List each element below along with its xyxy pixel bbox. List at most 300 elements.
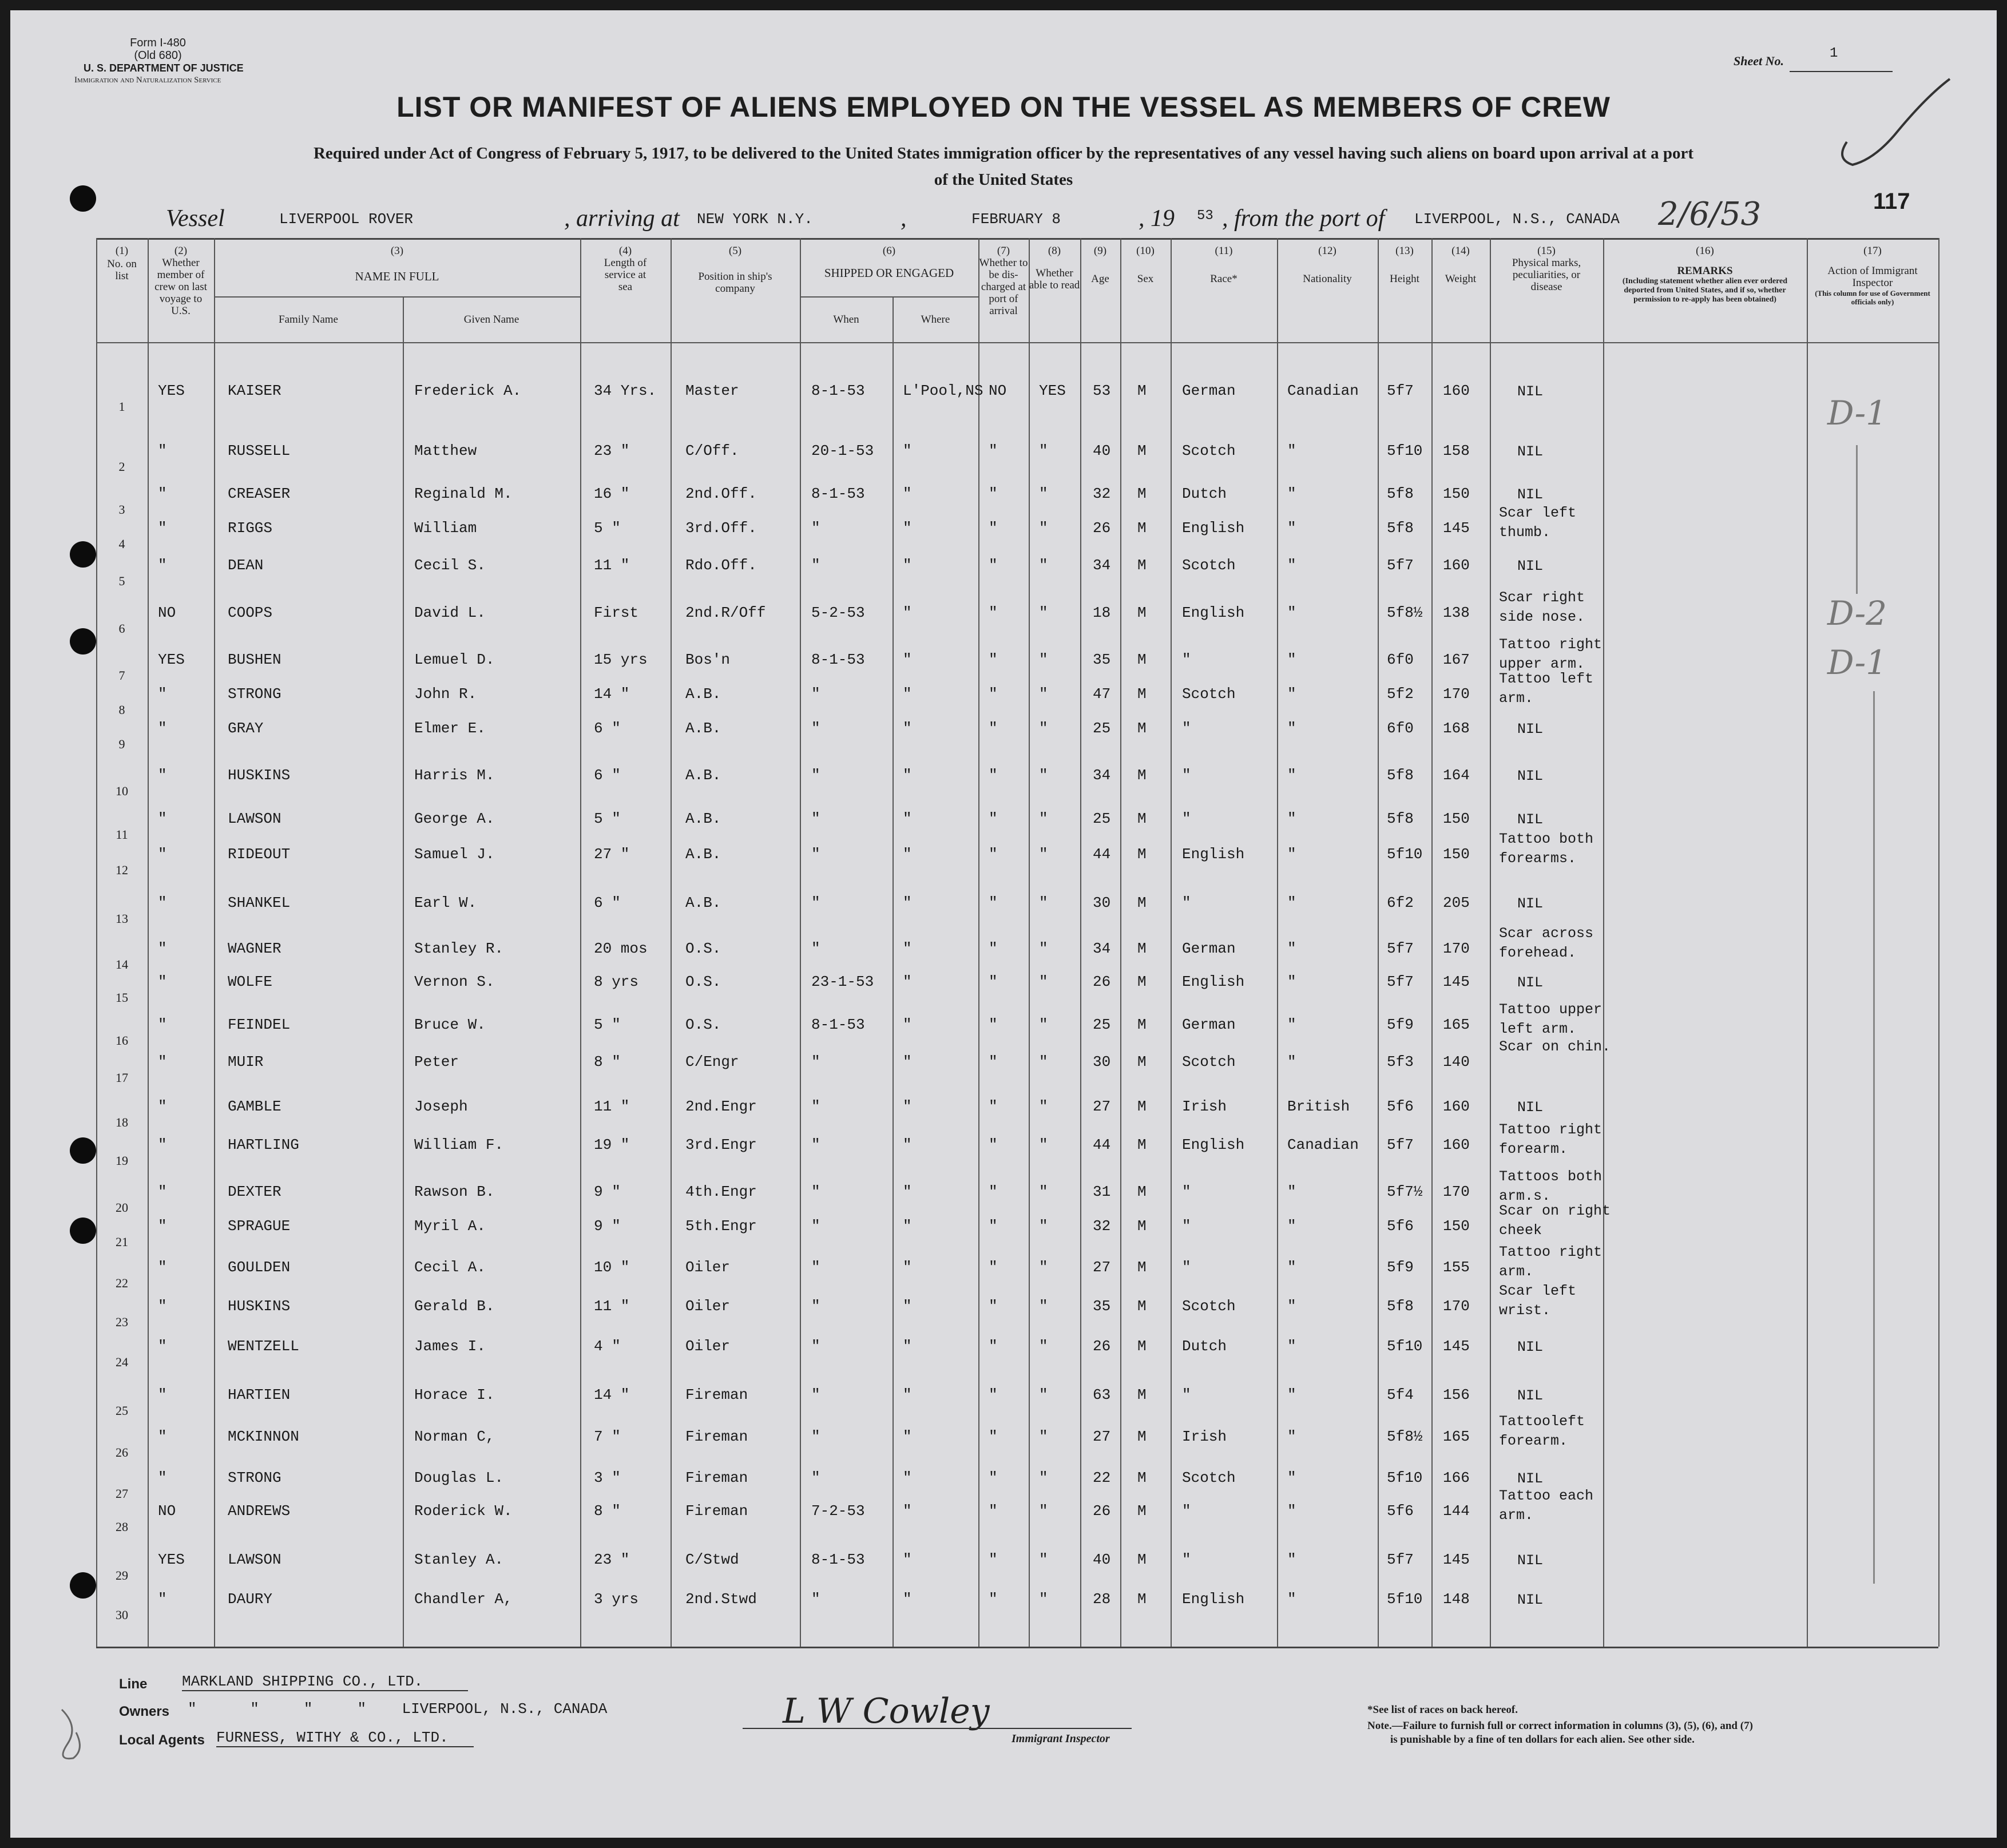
cell-nat: " [1287,973,1296,990]
cell-height: 5f10 [1387,1338,1423,1355]
cell-sex: M [1137,604,1147,621]
page-stamp: 117 [1873,189,1910,214]
cell-position: Bos'n [685,651,731,668]
cell-service: 16 " [594,485,630,502]
cell-given: Joseph [414,1098,468,1115]
cell-read: " [1039,810,1048,827]
races-note: *See list of races on back hereof. [1367,1704,1518,1716]
cell-disch: " [989,810,998,827]
cell-marks: NIL [1517,811,1544,828]
cell-last: " [158,442,167,459]
cell-position: Master [685,382,739,399]
cell-family: HARTLING [228,1136,299,1153]
cell-position: Fireman [685,1502,748,1520]
comma-sep: , [901,205,907,232]
cell-service: 14 " [594,1386,630,1403]
cell-read: " [1039,1053,1048,1070]
cell-sex: M [1137,767,1147,784]
cell-service: 6 " [594,767,621,784]
cell-given: Cecil A. [414,1259,486,1276]
cell-read: " [1039,1551,1048,1568]
cell-where: " [903,1502,912,1520]
cell-height: 5f8 [1387,767,1414,784]
cell-when: " [811,1428,820,1445]
cell-disch: " [989,1183,998,1200]
cell-last: " [158,1298,167,1315]
cell-age: 26 [1093,973,1111,990]
cell-marks: NIL [1517,1387,1544,1404]
cell-where: " [903,1016,912,1033]
row-number: 20 [116,1200,128,1215]
cell-weight: 145 [1443,1551,1470,1568]
cell-position: Rdo.Off. [685,557,757,574]
cell-nat: " [1287,442,1296,459]
from-label: , from the port of [1222,205,1385,232]
cell-sex: M [1137,1591,1147,1608]
cell-last: " [158,1098,167,1115]
agents-value: FURNESS, WITHY & CO., LTD. [216,1729,474,1747]
cell-age: 34 [1093,557,1111,574]
cell-service: First [594,604,639,621]
cell-given: Peter [414,1053,459,1070]
cell-when: " [811,846,820,863]
cell-last: " [158,810,167,827]
cell-service: 34 Yrs. [594,382,657,399]
cell-service: 9 " [594,1183,621,1200]
cell-nat: British [1287,1098,1350,1115]
cell-disch: " [989,846,998,863]
cell-disch: " [989,1551,998,1568]
cell-race: Dutch [1182,485,1227,502]
col-header-sex: (10) Sex [1136,245,1155,285]
cell-when: 5-2-53 [811,604,865,621]
col-header-family-name: Family Name [279,314,338,326]
row-number: 29 [116,1568,128,1583]
cell-nat: " [1287,604,1296,621]
cell-service: 11 " [594,557,630,574]
cell-family: DEXTER [228,1183,281,1200]
cell-sex: M [1137,1218,1147,1235]
cell-age: 27 [1093,1428,1111,1445]
cell-height: 5f9 [1387,1016,1414,1033]
cell-where: " [903,1591,912,1608]
cell-when: " [811,1218,820,1235]
cell-given: William [414,519,477,537]
cell-nat: " [1287,1218,1296,1235]
cell-weight: 165 [1443,1016,1470,1033]
cell-position: A.B. [685,685,721,703]
cell-read: " [1039,604,1048,621]
cell-last: " [158,519,167,537]
cell-service: 20 mos [594,940,648,957]
cell-where: L'Pool,NS [903,382,983,399]
cell-marks: NIL [1517,486,1544,503]
cell-family: FEINDEL [228,1016,291,1033]
cell-service: 3 yrs [594,1591,639,1608]
cell-read: " [1039,894,1048,911]
col-header-position: (5) Position in ship's company [698,245,772,295]
cell-nat: Canadian [1287,382,1359,399]
cell-nat: " [1287,1428,1296,1445]
punch-hole [70,1218,96,1244]
cell-position: Fireman [685,1428,748,1445]
cell-service: 23 " [594,442,630,459]
cell-given: Myril A. [414,1218,486,1235]
cell-given: Roderick W. [414,1502,513,1520]
agents-label: Local Agents [119,1732,205,1748]
cell-disch: " [989,894,998,911]
cell-read: " [1039,685,1048,703]
cell-last: " [158,1053,167,1070]
cell-last: YES [158,382,185,399]
cell-position: C/Stwd [685,1551,739,1568]
cell-family: LAWSON [228,1551,281,1568]
cell-given: Elmer E. [414,720,486,737]
cell-position: 4th.Engr [685,1183,757,1200]
cell-position: A.B. [685,767,721,784]
cell-where: " [903,973,912,990]
cell-sex: M [1137,1053,1147,1070]
action-bracket-line-long [1873,691,1875,1584]
cell-service: 4 " [594,1338,621,1355]
cell-weight: 150 [1443,846,1470,863]
cell-where: " [903,1136,912,1153]
cell-age: 30 [1093,1053,1111,1070]
cell-marks: Tattooleft forearm. [1499,1413,1585,1449]
cell-service: 9 " [594,1218,621,1235]
manifest-sheet [10,10,1997,1838]
cell-nat: " [1287,1259,1296,1276]
cell-race: English [1182,973,1245,990]
cell-position: O.S. [685,973,721,990]
cell-family: HARTIEN [228,1386,291,1403]
cell-race: " [1182,1502,1191,1520]
cell-where: " [903,894,912,911]
cell-family: MUIR [228,1053,264,1070]
pencil-mark-icon [50,1704,90,1767]
cell-sex: M [1137,1502,1147,1520]
cell-age: 32 [1093,1218,1111,1235]
cell-position: 5th.Engr [685,1218,757,1235]
cell-last: " [158,940,167,957]
cell-family: RUSSELL [228,442,291,459]
cell-family: ANDREWS [228,1502,291,1520]
cell-race: " [1182,720,1191,737]
col-header-remarks: (16) REMARKS (Including statement whether alien ever ordered deported from United States, and if so, whether permission to re-apply has been obtained) [1622,245,1788,304]
row-number: 13 [116,911,128,926]
cell-age: 26 [1093,1338,1111,1355]
col-header-when: When [833,314,859,326]
cell-disch: " [989,1053,998,1070]
cell-race: Irish [1182,1428,1227,1445]
cell-family: GAMBLE [228,1098,281,1115]
cell-where: " [903,1218,912,1235]
cell-where: " [903,1469,912,1486]
cell-marks: NIL [1517,895,1544,912]
cell-where: " [903,604,912,621]
cell-height: 5f6 [1387,1218,1414,1235]
cell-read: " [1039,1098,1048,1115]
penalty-note-2: is punishable by a fine of ten dollars for each alien. See other side. [1390,1734,1695,1746]
cell-read: " [1039,1428,1048,1445]
cell-sex: M [1137,810,1147,827]
sheet-label: Sheet No. [1734,54,1784,68]
cell-when: 20-1-53 [811,442,874,459]
origin-port: LIVERPOOL, N.S., CANADA [1414,211,1620,228]
action-bracket-line [1856,445,1858,594]
cell-disch: " [989,1298,998,1315]
cell-given: James I. [414,1338,486,1355]
cell-where: " [903,1053,912,1070]
cell-sex: M [1137,1386,1147,1403]
cell-read: " [1039,1502,1048,1520]
cell-nat: " [1287,519,1296,537]
row-number: 8 [118,703,125,717]
table-top-border [96,238,1938,240]
cell-when: " [811,1136,820,1153]
cell-position: O.S. [685,1016,721,1033]
cell-disch: " [989,1591,998,1608]
cell-last: " [158,1218,167,1235]
cell-last: YES [158,1551,185,1568]
cell-nat: " [1287,651,1296,668]
cell-height: 5f10 [1387,1469,1423,1486]
row-number: 18 [116,1115,128,1129]
cell-height: 5f7½ [1387,1183,1423,1200]
cell-marks: NIL [1517,1470,1544,1487]
cell-service: 8 yrs [594,973,639,990]
cell-last: " [158,1016,167,1033]
cell-when: " [811,557,820,574]
cell-height: 5f8 [1387,810,1414,827]
cell-sex: M [1137,894,1147,911]
sheet-number-line [1790,58,1893,72]
cell-nat: " [1287,1298,1296,1315]
cell-nat: " [1287,485,1296,502]
cell-race: Scotch [1182,557,1236,574]
col-header-height: (13) Height [1390,245,1419,285]
cell-sex: M [1137,720,1147,737]
cell-position: A.B. [685,720,721,737]
cell-sex: M [1137,442,1147,459]
cell-disch: NO [989,382,1007,399]
cell-when: " [811,1053,820,1070]
cell-marks: Tattoo left arm. [1499,671,1594,707]
cell-last: " [158,1136,167,1153]
cell-service: 5 " [594,810,621,827]
cell-service: 19 " [594,1136,630,1153]
cell-height: 5f7 [1387,557,1414,574]
cell-height: 6f0 [1387,651,1414,668]
cell-disch: " [989,1386,998,1403]
cell-service: 11 " [594,1298,630,1315]
cell-weight: 167 [1443,651,1470,668]
col-header-name: (3) NAME IN FULL [355,245,439,283]
cell-race: German [1182,1016,1236,1033]
cell-service: 6 " [594,894,621,911]
cell-where: " [903,940,912,957]
cell-when: " [811,1259,820,1276]
cell-weight: 150 [1443,810,1470,827]
cell-disch: " [989,973,998,990]
punch-hole [70,628,96,655]
cell-last: " [158,557,167,574]
cell-nat: " [1287,767,1296,784]
cell-race: " [1182,810,1191,827]
cell-given: Vernon S. [414,973,495,990]
line-label: Line [119,1676,148,1692]
cell-when: " [811,1338,820,1355]
cell-position: Oiler [685,1259,731,1276]
cell-race: " [1182,1259,1191,1276]
cell-service: 5 " [594,519,621,537]
row-number: 9 [118,737,125,751]
cell-age: 25 [1093,720,1111,737]
cell-position: 2nd.Engr [685,1098,757,1115]
cell-family: HUSKINS [228,1298,291,1315]
cell-position: 2nd.R/Off [685,604,766,621]
col-header-given-name: Given Name [463,314,519,326]
cell-nat: " [1287,557,1296,574]
cell-read: " [1039,846,1048,863]
cell-weight: 145 [1443,973,1470,990]
cell-race: German [1182,382,1236,399]
row-number: 16 [116,1033,128,1048]
cell-marks: Tattoo each arm. [1499,1488,1594,1524]
cell-age: 34 [1093,940,1111,957]
cell-read: " [1039,651,1048,668]
cell-where: " [903,557,912,574]
cell-height: 6f0 [1387,720,1414,737]
cell-family: WAGNER [228,940,281,957]
cell-family: COOPS [228,604,273,621]
cell-family: RIDEOUT [228,846,291,863]
cell-age: 27 [1093,1098,1111,1115]
department-name: U. S. DEPARTMENT OF JUSTICE [84,62,244,74]
cell-where: " [903,1428,912,1445]
cell-family: HUSKINS [228,767,291,784]
cell-when: 8-1-53 [811,485,865,502]
cell-when: " [811,1098,820,1115]
cell-weight: 170 [1443,1183,1470,1200]
cell-where: " [903,767,912,784]
col-header-service: (4) Length of service at sea [604,245,647,293]
cell-weight: 160 [1443,382,1470,399]
cell-marks: Tattoo right arm. [1499,1244,1603,1280]
cell-nat: " [1287,1183,1296,1200]
cell-where: " [903,1386,912,1403]
cell-weight: 150 [1443,1218,1470,1235]
cell-family: KAISER [228,382,281,399]
cell-given: Lemuel D. [414,651,495,668]
cell-marks: Tattoo upper left arm. [1499,1001,1603,1037]
cell-when: " [811,767,820,784]
cell-given: William F. [414,1136,504,1153]
cell-last: " [158,720,167,737]
row-number: 28 [116,1520,128,1534]
cell-sex: M [1137,519,1147,537]
cell-race: English [1182,604,1245,621]
cell-disch: " [989,519,998,537]
cell-height: 5f7 [1387,973,1414,990]
cell-marks: NIL [1517,1592,1544,1608]
signature-line [743,1728,1132,1729]
cell-disch: " [989,1502,998,1520]
form-number: Form I-480 [130,37,186,49]
cell-where: " [903,519,912,537]
cell-last: " [158,1469,167,1486]
cell-nat: " [1287,720,1296,737]
cell-given: David L. [414,604,486,621]
row-number: 24 [116,1355,128,1369]
inspector-label: Immigrant Inspector [1012,1732,1110,1745]
cell-service: 23 " [594,1551,630,1568]
cell-disch: " [989,557,998,574]
cell-marks: Scar left wrist. [1499,1283,1577,1319]
cell-read: " [1039,1259,1048,1276]
row-number: 2 [118,459,125,474]
cell-read: " [1039,767,1048,784]
col-header-weight: (14) Weight [1445,245,1477,285]
cell-family: GRAY [228,720,264,737]
line-value: MARKLAND SHIPPING CO., LTD. [182,1673,468,1691]
cell-height: 5f10 [1387,442,1423,459]
cell-disch: " [989,767,998,784]
form-subtitle-2: of the United States [934,170,1073,189]
punch-hole [70,1572,96,1599]
cell-weight: 205 [1443,894,1470,911]
row-number: 10 [116,784,128,798]
cell-age: 27 [1093,1259,1111,1276]
penalty-note-1: Note.—Failure to furnish full or correct information in columns (3), (5), (6), and (7) [1367,1720,1753,1732]
cell-nat: " [1287,846,1296,863]
cell-given: Reginald M. [414,485,513,502]
cell-read: " [1039,557,1048,574]
cell-age: 32 [1093,485,1111,502]
cell-marks: NIL [1517,768,1544,784]
cell-family: CREASER [228,485,291,502]
cell-height: 5f8½ [1387,604,1423,621]
cell-sex: M [1137,846,1147,863]
row-number: 1 [118,399,125,414]
cell-sex: M [1137,1298,1147,1315]
cell-marks: Tattoo right upper arm. [1499,636,1603,672]
form-title: LIST OR MANIFEST OF ALIENS EMPLOYED ON THE VESSEL AS MEMBERS OF CREW [396,91,1611,123]
cell-given: Rawson B. [414,1183,495,1200]
arrival-date: FEBRUARY 8 [971,211,1061,228]
cell-when: " [811,894,820,911]
cell-service: 7 " [594,1428,621,1445]
cell-marks: NIL [1517,1099,1544,1116]
arriving-label: , arriving at [564,205,680,232]
cell-sex: M [1137,1428,1147,1445]
cell-age: 35 [1093,651,1111,668]
cell-when: " [811,1386,820,1403]
cell-age: 28 [1093,1591,1111,1608]
cell-height: 5f8½ [1387,1428,1423,1445]
cell-marks: NIL [1517,443,1544,460]
cell-nat: Canadian [1287,1136,1359,1153]
cell-service: 6 " [594,720,621,737]
cell-weight: 148 [1443,1591,1470,1608]
cell-marks: NIL [1517,1339,1544,1355]
cell-position: A.B. [685,894,721,911]
cell-when: 8-1-53 [811,1016,865,1033]
cell-last: " [158,767,167,784]
cell-age: 34 [1093,767,1111,784]
cell-height: 5f3 [1387,1053,1414,1070]
cell-race: Scotch [1182,685,1236,703]
